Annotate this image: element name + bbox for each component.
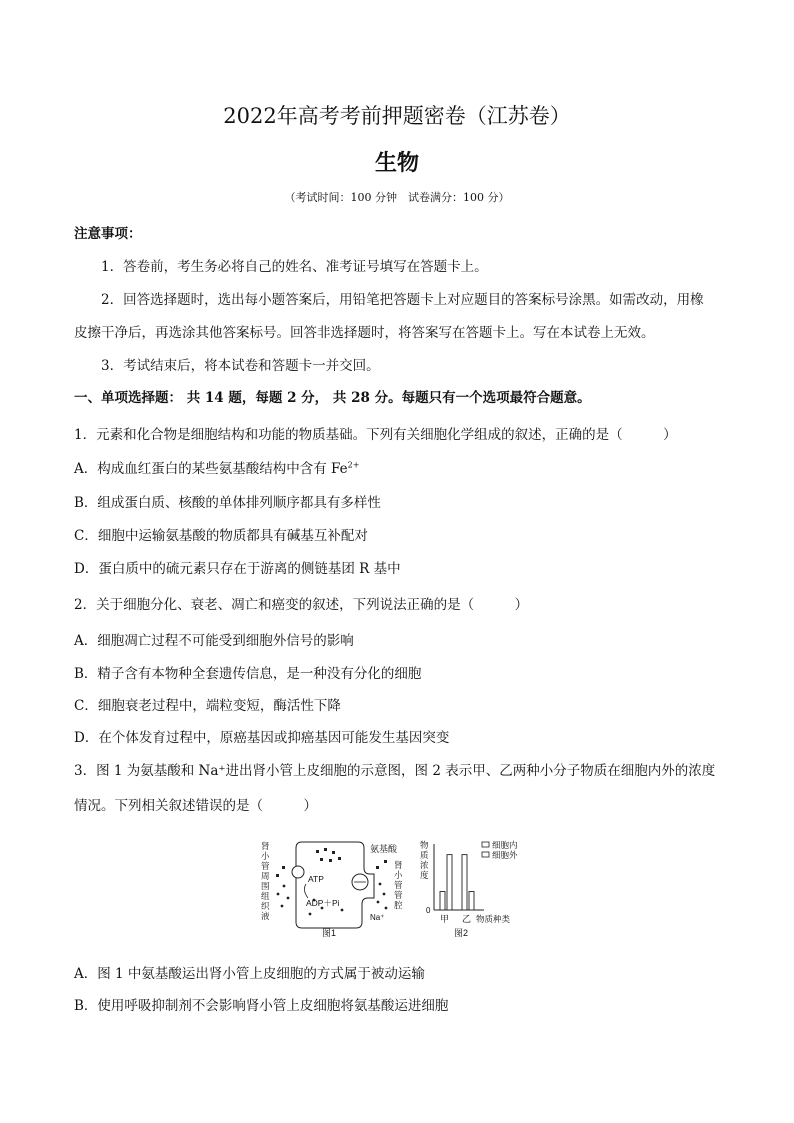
q1-option-a xyxy=(74,457,359,477)
fig2-ylabel-1: 质 xyxy=(420,850,429,860)
note-item-3: 3．考试结束后，将本试卷和答题卡一并交回。 xyxy=(101,358,380,374)
fig2-cat-2: 乙 xyxy=(462,914,472,924)
q1-option-c: C．细胞中运输氨基酸的物质都具有碱基互补配对 xyxy=(74,528,368,544)
fig1-right-label-1: 小 xyxy=(394,870,403,880)
fig2-bar-乙-细胞外 xyxy=(469,892,474,910)
fig1-na-label: Na⁺ xyxy=(370,913,385,922)
q2-option-a: A．细胞凋亡过程不可能受到细胞外信号的影响 xyxy=(74,633,354,649)
fig2-ylabel-2: 浓 xyxy=(420,860,429,870)
fig2-bar-乙-细胞内 xyxy=(462,855,467,910)
figure-2 xyxy=(420,840,518,938)
fig1-left-label-1: 小 xyxy=(261,851,270,861)
fig1-left-label-6: 织 xyxy=(261,901,270,911)
fig2-legend-out-swatch xyxy=(482,852,489,857)
notes-heading: 注意事项： xyxy=(74,226,142,242)
q3-figure xyxy=(258,838,538,940)
note-item-2: 2．回答选择题时，选出每小题答案后，用铅笔把答题卡上对应题目的答案标号涂黑。如需改动，用橡 xyxy=(101,292,704,308)
q2-stem: 2．关于细胞分化、衰老、凋亡和癌变的叙述，下列说法正确的是（ ） xyxy=(74,597,529,613)
fig1-right-label-0: 肾 xyxy=(394,860,403,870)
figure-1 xyxy=(261,841,403,938)
note-item-2-cont: 皮擦干净后，再选涂其他答案标号。回答非选择题时，将答案写在答题卡上。写在本试卷上无效。 xyxy=(74,325,655,341)
q1-option-d: D．蛋白质中的硫元素只存在于游离的侧链基团 R 基中 xyxy=(74,561,401,577)
fig2-xlabel: 物质种类 xyxy=(476,914,511,924)
exam-meta: （考试时间：100 分钟 试卷满分：100 分） xyxy=(284,191,510,204)
fig2-cat-1: 甲 xyxy=(440,914,450,924)
fig2-caption: 图2 xyxy=(454,928,469,938)
page-title: 2022年高考考前押题密卷（江苏卷） xyxy=(223,104,571,128)
q2-option-d: D．在个体发育过程中，原癌基因或抑癌基因可能发生基因突变 xyxy=(74,730,450,746)
fig1-left-carrier xyxy=(292,866,304,878)
fig1-aa-label: 氨基酸 xyxy=(370,844,398,854)
q3-option-b: B．使用呼吸抑制剂不会影响肾小管上皮细胞将氨基酸运进细胞 xyxy=(74,998,449,1014)
q1-option-a-text: A．构成血红蛋白的某些氨基酸结构中含有 Fe xyxy=(74,461,348,477)
fig1-caption: 图1 xyxy=(322,928,337,938)
fig1-left-label-7: 液 xyxy=(261,911,270,921)
fig1-left-label-4: 围 xyxy=(261,881,270,891)
fig1-right-label-3: 管 xyxy=(394,890,403,900)
fig2-legend-in: 细胞内 xyxy=(492,840,518,850)
q3-stem-line2: 情况。下列相关叙述错误的是（ ） xyxy=(74,798,317,814)
q2-option-c: C．细胞衰老过程中，端粒变短，酶活性下降 xyxy=(74,698,341,714)
subject-title: 生物 xyxy=(374,150,419,176)
fig2-legend-in-swatch xyxy=(482,842,489,847)
q1-stem: 1．元素和化合物是细胞结构和功能的物质基础。下列有关细胞化学组成的叙述，正确的是（ ） xyxy=(74,427,677,443)
fig1-adp-label: ADP＋Pi xyxy=(306,898,340,908)
fig2-bar-甲-细胞内 xyxy=(440,892,445,910)
fig1-left-label-0: 肾 xyxy=(261,841,270,851)
fig2-bar-甲-细胞外 xyxy=(447,855,452,910)
fig1-right-label-4: 腔 xyxy=(394,900,403,910)
fig2-ylabel-3: 度 xyxy=(420,870,429,880)
q3-option-a: A．图 1 中氨基酸运出肾小管上皮细胞的方式属于被动运输 xyxy=(74,966,425,982)
q1-option-b: B．组成蛋白质、核酸的单体排列顺序都具有多样性 xyxy=(74,495,381,511)
note-item-1: 1．答卷前，考生务必将自己的姓名、准考证号填写在答题卡上。 xyxy=(101,259,488,275)
fig1-left-label-2: 管 xyxy=(261,861,270,871)
fig2-legend-out: 细胞外 xyxy=(492,850,518,860)
fig1-right-label-2: 管 xyxy=(394,880,403,890)
q3-stem-line1: 3．图 1 为氨基酸和 Na⁺进出肾小管上皮细胞的示意图，图 2 表示甲、乙两种小分子物质在细胞内外的浓度 xyxy=(74,763,716,779)
fig1-atp-label: ATP xyxy=(308,874,324,884)
q2-option-b: B．精子含有本物种全套遗传信息，是一种没有分化的细胞 xyxy=(74,666,422,682)
q1-option-a-sup: 2+ xyxy=(347,460,360,470)
fig1-left-label-3: 周 xyxy=(261,871,270,881)
fig1-left-label-5: 组 xyxy=(261,891,270,901)
fig2-ylabel-0: 物 xyxy=(420,840,429,850)
fig2-zero: 0 xyxy=(426,906,431,915)
section-heading: 一、单项选择题： 共 14 题，每题 2 分， 共 28 分。每题只有一个选项最符合题意。 xyxy=(74,390,591,406)
